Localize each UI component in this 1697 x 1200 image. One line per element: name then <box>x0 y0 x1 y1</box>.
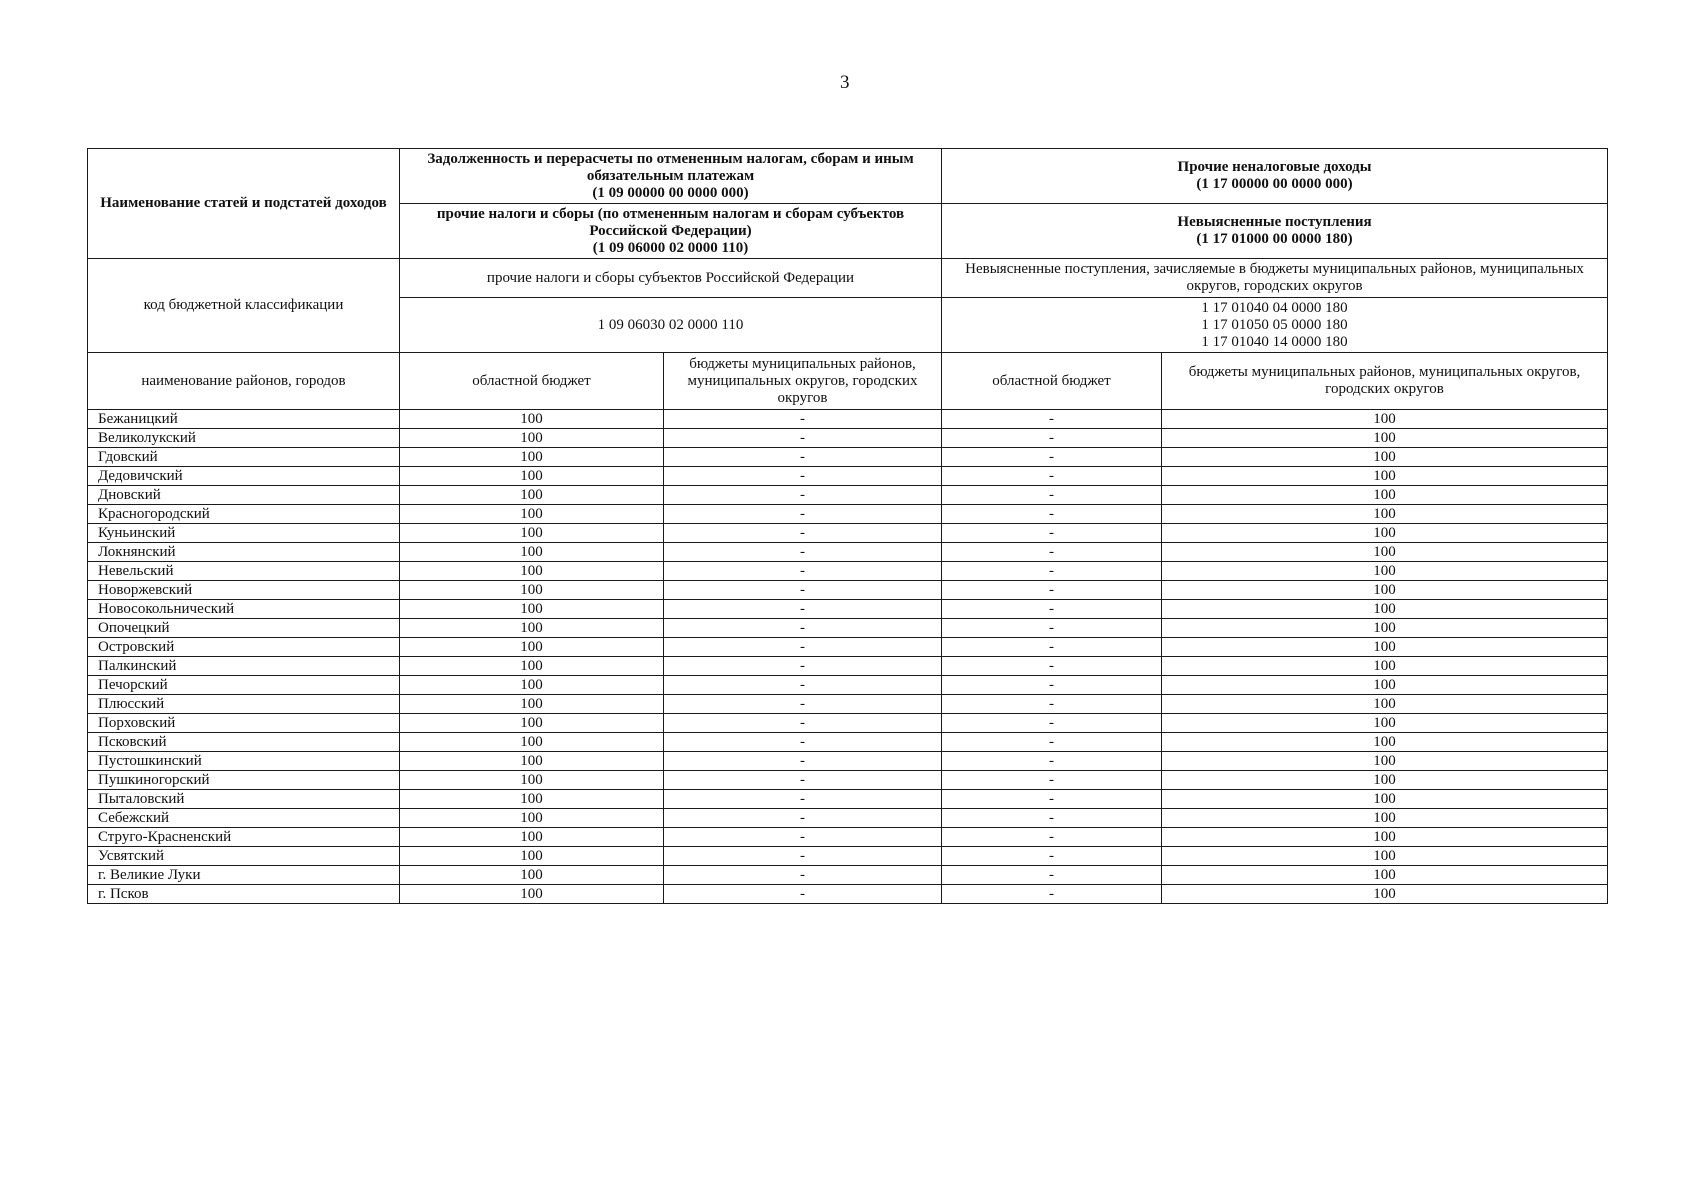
regional-share-g1: 100 <box>400 410 664 429</box>
district-name: Палкинский <box>88 657 400 676</box>
municipal-share-g2: 100 <box>1162 733 1608 752</box>
municipal-share-g1: - <box>664 752 942 771</box>
district-name: Новоржевский <box>88 581 400 600</box>
regional-share-g2: - <box>942 486 1162 505</box>
table-row <box>88 448 1608 467</box>
regional-share-g2: - <box>942 600 1162 619</box>
municipal-share-g1: - <box>664 448 942 467</box>
table-row <box>88 866 1608 885</box>
regional-share-g1: 100 <box>400 600 664 619</box>
regional-share-g2: - <box>942 790 1162 809</box>
municipal-share-g2: 100 <box>1162 505 1608 524</box>
table-row <box>88 619 1608 638</box>
municipal-share-g1: - <box>664 885 942 904</box>
district-name: г. Великие Луки <box>88 866 400 885</box>
municipal-share-g2: 100 <box>1162 676 1608 695</box>
municipal-share-g1: - <box>664 638 942 657</box>
group2-kbk-name: Невыясненные поступления, зачисляемые в бюджеты муниципальных районов, муниципальных округов, городских округов <box>942 259 1608 298</box>
table-row <box>88 505 1608 524</box>
table-row <box>88 410 1608 429</box>
regional-share-g1: 100 <box>400 676 664 695</box>
district-name: Струго-Красненский <box>88 828 400 847</box>
municipal-share-g2: 100 <box>1162 695 1608 714</box>
municipal-share-g2: 100 <box>1162 638 1608 657</box>
regional-share-g2: - <box>942 885 1162 904</box>
municipal-share-g2: 100 <box>1162 771 1608 790</box>
regional-share-g1: 100 <box>400 790 664 809</box>
district-name: Локнянский <box>88 543 400 562</box>
group1-kbk-name: прочие налоги и сборы субъектов Российской Федерации <box>400 259 942 298</box>
municipal-share-g1: - <box>664 581 942 600</box>
regional-share-g2: - <box>942 847 1162 866</box>
regional-share-g2: - <box>942 429 1162 448</box>
table-row <box>88 638 1608 657</box>
district-name: Усвятский <box>88 847 400 866</box>
table-row <box>88 809 1608 828</box>
group1-code: (1 09 00000 00 0000 000) <box>592 184 749 201</box>
page-number: 3 <box>840 72 850 93</box>
table-row <box>88 486 1608 505</box>
group1-subcode: (1 09 06000 02 0000 110) <box>592 239 749 256</box>
municipal-share-g2: 100 <box>1162 828 1608 847</box>
municipal-share-g2: 100 <box>1162 714 1608 733</box>
municipal-share-g1: - <box>664 790 942 809</box>
district-name: Пушкиногорский <box>88 771 400 790</box>
regional-share-g2: - <box>942 581 1162 600</box>
municipal-share-g2: 100 <box>1162 524 1608 543</box>
row-label-header: Наименование статей и подстатей доходов <box>88 149 400 259</box>
district-name: Гдовский <box>88 448 400 467</box>
table-row <box>88 600 1608 619</box>
regional-share-g2: - <box>942 505 1162 524</box>
municipal-share-g2: 100 <box>1162 600 1608 619</box>
municipal-share-g1: - <box>664 562 942 581</box>
municipal-share-g1: - <box>664 695 942 714</box>
regional-share-g1: 100 <box>400 543 664 562</box>
regional-share-g1: 100 <box>400 581 664 600</box>
municipal-share-g2: 100 <box>1162 657 1608 676</box>
col-municipal-budgets-g1: бюджеты муниципальных районов, муниципальных округов, городских округов <box>664 353 942 410</box>
regional-share-g1: 100 <box>400 695 664 714</box>
municipal-share-g2: 100 <box>1162 752 1608 771</box>
table-row <box>88 885 1608 904</box>
municipal-share-g1: - <box>664 467 942 486</box>
district-name: Пыталовский <box>88 790 400 809</box>
regional-share-g1: 100 <box>400 505 664 524</box>
group2-title-cell <box>942 149 1608 204</box>
col-regional-budget-g1: областной бюджет <box>400 353 664 410</box>
regional-share-g2: - <box>942 619 1162 638</box>
municipal-share-g1: - <box>664 543 942 562</box>
table-row <box>88 524 1608 543</box>
table-row <box>88 828 1608 847</box>
municipal-share-g1: - <box>664 676 942 695</box>
table-row <box>88 581 1608 600</box>
regional-share-g2: - <box>942 733 1162 752</box>
revenue-distribution-table <box>87 148 1608 904</box>
district-name: Себежский <box>88 809 400 828</box>
table-row <box>88 467 1608 486</box>
group2-subtitle: Невыясненные поступления <box>1177 214 1372 230</box>
district-name: Псковский <box>88 733 400 752</box>
regional-share-g1: 100 <box>400 524 664 543</box>
district-name: Островский <box>88 638 400 657</box>
district-name: Опочецкий <box>88 619 400 638</box>
municipal-share-g2: 100 <box>1162 581 1608 600</box>
municipal-share-g1: - <box>664 714 942 733</box>
district-name: Куньинский <box>88 524 400 543</box>
district-name: Порховский <box>88 714 400 733</box>
municipal-share-g2: 100 <box>1162 562 1608 581</box>
regional-share-g1: 100 <box>400 714 664 733</box>
municipal-share-g1: - <box>664 619 942 638</box>
regional-share-g2: - <box>942 714 1162 733</box>
regional-share-g2: - <box>942 695 1162 714</box>
district-name: Дновский <box>88 486 400 505</box>
regional-share-g1: 100 <box>400 638 664 657</box>
group1-subtitle: прочие налоги и сборы (по отмененным налогам и сборам субъектов Российской Федерации) <box>436 205 905 239</box>
municipal-share-g2: 100 <box>1162 619 1608 638</box>
regional-share-g2: - <box>942 828 1162 847</box>
regional-share-g1: 100 <box>400 657 664 676</box>
regional-share-g2: - <box>942 866 1162 885</box>
table-row <box>88 752 1608 771</box>
district-name: Плюсский <box>88 695 400 714</box>
regional-share-g1: 100 <box>400 467 664 486</box>
municipal-share-g2: 100 <box>1162 809 1608 828</box>
municipal-share-g2: 100 <box>1162 866 1608 885</box>
municipal-share-g1: - <box>664 600 942 619</box>
group2-kbk-codes <box>942 298 1608 353</box>
municipal-share-g1: - <box>664 809 942 828</box>
districts-label: наименование районов, городов <box>88 353 400 410</box>
table-row <box>88 847 1608 866</box>
municipal-share-g1: - <box>664 847 942 866</box>
regional-share-g1: 100 <box>400 619 664 638</box>
regional-share-g2: - <box>942 524 1162 543</box>
municipal-share-g2: 100 <box>1162 448 1608 467</box>
regional-share-g1: 100 <box>400 752 664 771</box>
municipal-share-g1: - <box>664 505 942 524</box>
municipal-share-g2: 100 <box>1162 410 1608 429</box>
table-row <box>88 695 1608 714</box>
regional-share-g1: 100 <box>400 429 664 448</box>
group2-kbk-code: 1 17 01040 14 0000 180 <box>1201 333 1348 350</box>
group2-subtitle-cell <box>942 204 1608 259</box>
table-row <box>88 562 1608 581</box>
col-regional-budget-g2: областной бюджет <box>942 353 1162 410</box>
district-name: Дедовичский <box>88 467 400 486</box>
table-row <box>88 429 1608 448</box>
municipal-share-g1: - <box>664 733 942 752</box>
regional-share-g2: - <box>942 543 1162 562</box>
district-name: Невельский <box>88 562 400 581</box>
municipal-share-g2: 100 <box>1162 885 1608 904</box>
district-name: Бежаницкий <box>88 410 400 429</box>
municipal-share-g2: 100 <box>1162 543 1608 562</box>
regional-share-g1: 100 <box>400 866 664 885</box>
district-name: Пустошкинский <box>88 752 400 771</box>
district-name: Печорский <box>88 676 400 695</box>
table-row <box>88 771 1608 790</box>
table-row <box>88 657 1608 676</box>
regional-share-g2: - <box>942 410 1162 429</box>
municipal-share-g1: - <box>664 524 942 543</box>
municipal-share-g2: 100 <box>1162 486 1608 505</box>
regional-share-g1: 100 <box>400 809 664 828</box>
regional-share-g1: 100 <box>400 562 664 581</box>
district-name: Великолукский <box>88 429 400 448</box>
regional-share-g1: 100 <box>400 448 664 467</box>
regional-share-g2: - <box>942 657 1162 676</box>
group1-kbk-code: 1 09 06030 02 0000 110 <box>400 298 942 353</box>
municipal-share-g2: 100 <box>1162 847 1608 866</box>
municipal-share-g1: - <box>664 828 942 847</box>
regional-share-g2: - <box>942 562 1162 581</box>
district-name: г. Псков <box>88 885 400 904</box>
regional-share-g1: 100 <box>400 486 664 505</box>
municipal-share-g2: 100 <box>1162 467 1608 486</box>
regional-share-g1: 100 <box>400 733 664 752</box>
regional-share-g1: 100 <box>400 828 664 847</box>
municipal-share-g2: 100 <box>1162 790 1608 809</box>
regional-share-g2: - <box>942 467 1162 486</box>
district-name: Красногородский <box>88 505 400 524</box>
regional-share-g2: - <box>942 676 1162 695</box>
col-municipal-budgets-g2: бюджеты муниципальных районов, муниципальных округов, городских округов <box>1162 353 1608 410</box>
table-row <box>88 543 1608 562</box>
regional-share-g2: - <box>942 752 1162 771</box>
municipal-share-g1: - <box>664 429 942 448</box>
table-row <box>88 676 1608 695</box>
municipal-share-g1: - <box>664 771 942 790</box>
group2-code: (1 17 00000 00 0000 000) <box>1196 176 1353 192</box>
group2-subcode: (1 17 01000 00 0000 180) <box>1196 231 1353 247</box>
regional-share-g2: - <box>942 809 1162 828</box>
municipal-share-g1: - <box>664 410 942 429</box>
municipal-share-g1: - <box>664 486 942 505</box>
municipal-share-g1: - <box>664 657 942 676</box>
municipal-share-g1: - <box>664 866 942 885</box>
municipal-share-g2: 100 <box>1162 429 1608 448</box>
regional-share-g1: 100 <box>400 847 664 866</box>
regional-share-g2: - <box>942 771 1162 790</box>
group2-title: Прочие неналоговые доходы <box>1177 159 1372 175</box>
group1-title: Задолженность и перерасчеты по отмененным налогам, сборам и иным обязательным платежам <box>427 150 914 184</box>
regional-share-g2: - <box>942 448 1162 467</box>
regional-share-g2: - <box>942 638 1162 657</box>
regional-share-g1: 100 <box>400 885 664 904</box>
group1-title-cell <box>400 149 942 204</box>
regional-share-g1: 100 <box>400 771 664 790</box>
table-row <box>88 790 1608 809</box>
kbk-label: код бюджетной классификации <box>88 259 400 353</box>
group1-subtitle-cell <box>400 204 942 259</box>
group2-kbk-code: 1 17 01040 04 0000 180 <box>1201 299 1348 316</box>
table-row <box>88 714 1608 733</box>
district-name: Новосокольнический <box>88 600 400 619</box>
group2-kbk-code: 1 17 01050 05 0000 180 <box>1201 316 1348 333</box>
table-row <box>88 733 1608 752</box>
